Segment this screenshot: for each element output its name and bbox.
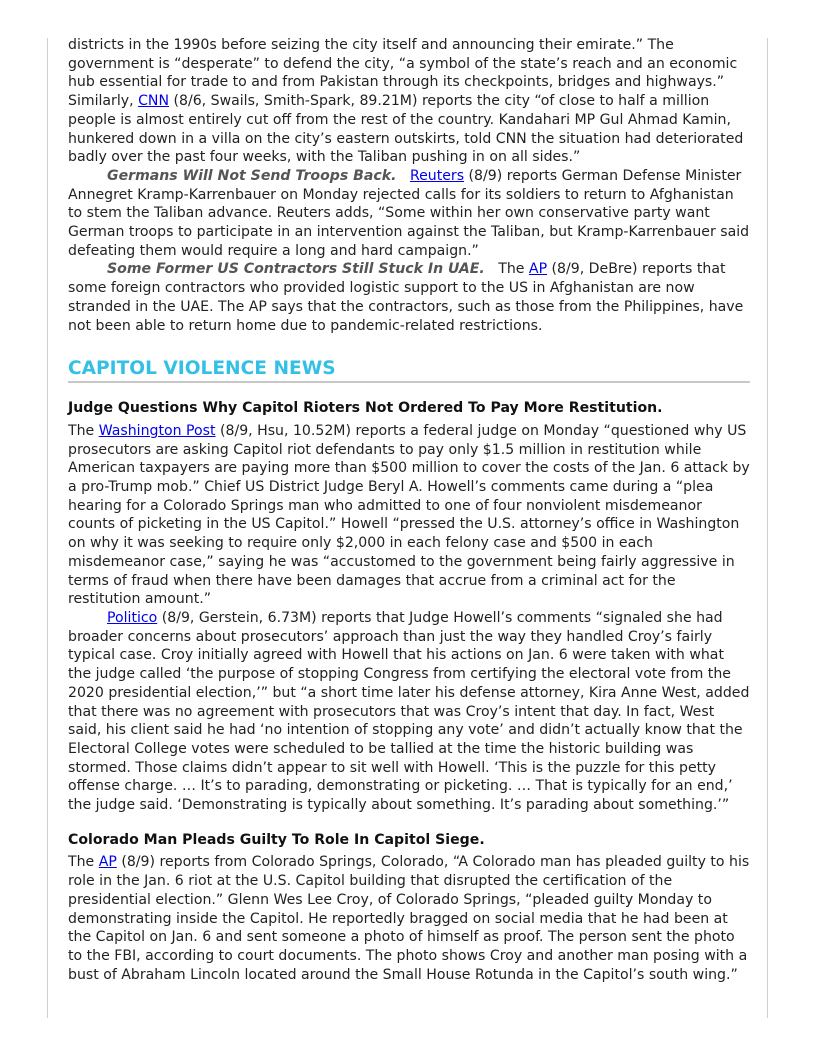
story-paragraph-washington-post: [68, 422, 750, 609]
ap-link[interactable]: AP: [528, 261, 548, 278]
paragraph-text: The: [68, 854, 99, 871]
left-margin-rule: [47, 38, 48, 1018]
lead-in-heading: Germans Will Not Send Troops Back.: [107, 167, 397, 184]
paragraph-text: (8/6, Swails, Smith-Spark, 89.21M) reports the city “of close to half a million people is almost entirely cut off from the rest of the country. Kandahari MP Gul Ahmad Kamin, hunkered down in a villa on the city’s eastern outskirts, told CNN the situation had deteriorated badly over the past four weeks, with the Taliban pushing in on all sides.”: [68, 93, 744, 166]
intro-paragraph-kandahar: [68, 36, 750, 167]
paragraph-text: The: [68, 422, 99, 439]
newsletter-body: [68, 36, 750, 984]
paragraph-text: (8/9, Gerstein, 6.73M) reports that Judge Howell’s comments “signaled she had broader concerns about prosecutors’ approach than just the way they handled Croy’s fairly typical case. Croy initially agreed with Howell that his actions on Jan. 6 were taken with what the judge called ‘the purpose of stopping Congress from certifying the electoral vote from the 2020 presidential election,’” but “a short time later his defense attorney, Kira Anne West, added that there was no agreement with prosecutors that was Croy’s intent that day. In fact, West said, his client said he had ‘no intention of stopping any vote’ and didn’t actually know that the Electoral College votes were scheduled to be tallied at the time the historic building was stormed. Those claims didn’t appear to sit well with Howell. ‘This is the puzzle for this petty offense charge. … It’s to parading, demonstrating or picketing. … That is typically for an end,’ the judge said. ‘Demonstrating is typically about something. It’s parading about something.’”: [68, 609, 750, 814]
paragraph-text: The: [498, 261, 529, 278]
right-margin-rule: [767, 38, 768, 1018]
politico-link[interactable]: Politico: [107, 609, 158, 626]
ap-link[interactable]: AP: [98, 854, 117, 871]
cnn-link[interactable]: CNN: [138, 93, 170, 110]
story-title-restitution: Judge Questions Why Capitol Rioters Not Ordered To Pay More Restitution.: [68, 400, 663, 417]
reuters-link[interactable]: Reuters: [409, 167, 465, 184]
story-paragraph-ap: [68, 853, 750, 984]
section-heading-capitol-violence: CAPITOL VIOLENCE NEWS: [68, 358, 750, 383]
paragraph-text: (8/9) reports from Colorado Springs, Colorado, “A Colorado man has pleaded guilty to his role in the Jan. 6 riot at the U.S. Capitol building that disrupted the certification of the presidential election.” Glenn Wes Lee Croy, of Colorado Springs, “pleaded guilty Monday to demonstrating inside the Capitol. He reportedly bragged on social media that he had been at the Capitol on Jan. 6 and sent someone a photo of himself as proof. The person sent the photo to the FBI, according to court documents. The photo shows Croy and another man posing with a bust of Abraham Lincoln located around the Small House Rotunda in the Capitol’s south wing.”: [68, 854, 750, 983]
paragraph-text: (8/9, Hsu, 10.52M) reports a federal judge on Monday “questioned why US prosecutors are asking Capitol riot defendants to pay only $1.5 million in restitution while American taxpayers are paying more than $500 million to cover the costs of the Jan. 6 attack by a pro-Trump mob.” Chief US District Judge Beryl A. Howell’s comments came during a “plea hearing for a Colorado Springs man who admitted to one of four nonviolent misdemeanor counts of picketing in the US Capitol.” Howell “pressed the U.S. attorney’s office in Washington on why it was seeking to require only $2,000 in each felony case and $500 in each misdemeanor case,” saying he was “accustomed to the government being fairly aggressive in terms of fraud when there have been damages that accrue from a criminal act for the restitution amount.”: [68, 422, 750, 608]
story-paragraph-politico: [68, 609, 750, 815]
paragraph-text: (8/9, DeBre) reports that some foreign contractors who provided logistic support to the US in Afghanistan are now stranded in the UAE. The AP says that the contractors, such as those from the Philippines, have not been able to return home due to pandemic-related restrictions.: [68, 261, 744, 334]
intro-paragraph-germans: [68, 167, 750, 261]
washington-post-link[interactable]: Washington Post: [98, 422, 216, 439]
paragraph-text: (8/9) reports German Defense Minister Annegret Kramp-Karrenbauer on Monday rejected calls for its soldiers to return to Afghanistan to stem the Taliban advance. Reuters adds, “Some within her own conservative party want German troops to participate in an intervention against the Taliban, but Kramp-Karrenbauer said defeating them would require a long and hard campaign.”: [68, 167, 750, 259]
lead-in-heading: Some Former US Contractors Still Stuck In UAE.: [107, 261, 485, 278]
story-title-colorado-man: Colorado Man Pleads Guilty To Role In Capitol Siege.: [68, 831, 485, 848]
paragraph-text: districts in the 1990s before seizing the city itself and announcing their emirate.” The government is “desperate” to defend the city, “a symbol of the state’s reach and an economic hub essential for trade to and from Pakistan through its checkpoints, bridges and highways.” Similarly,: [68, 37, 738, 110]
intro-paragraph-contractors: [68, 260, 750, 335]
